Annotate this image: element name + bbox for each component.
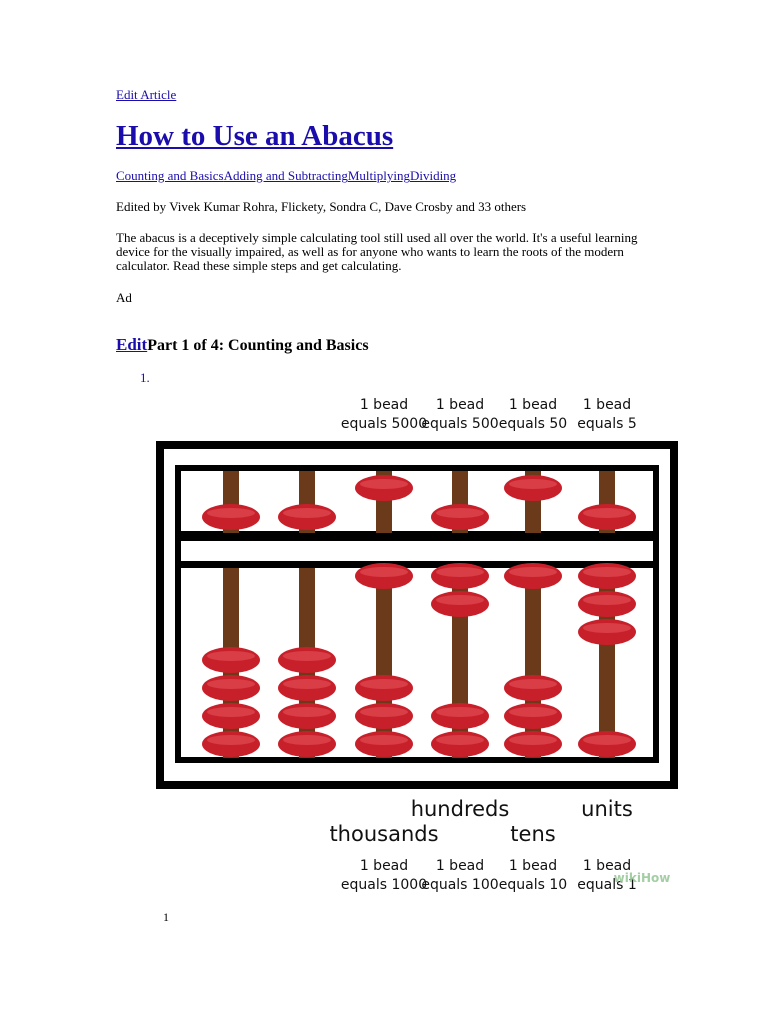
bottom-label-line1: 1 bead [582,858,632,874]
abacus-bead [578,504,636,530]
page-number: 1 [163,910,169,924]
top-label-line2: equals 5000 [340,416,428,432]
abacus-bead [202,675,260,701]
abacus-bead [355,675,413,701]
editors-line: Edited by Vivek Kumar Rohra, Flickety, Sondra C, Dave Crosby and 33 others [116,199,527,214]
section-nav [116,168,456,184]
rod-name-label: units [581,797,633,821]
abacus-bead [504,703,562,729]
abacus-bead [202,731,260,757]
nav-link-dividing[interactable]: Dividing [409,168,457,183]
abacus-bead [278,703,336,729]
abacus-bead [431,591,489,617]
top-label-line1: 1 bead [508,397,558,413]
wikihow-watermark: wikiHow [613,871,671,885]
abacus-bead [278,647,336,673]
step-number: 1. [140,370,150,385]
abacus-bead [355,703,413,729]
abacus-bead [202,647,260,673]
top-label-line2: equals 5 [577,416,637,432]
abacus-bead [431,504,489,530]
abacus-bead [355,731,413,757]
abacus-bead [202,504,260,530]
bottom-label-line2: equals 10 [498,877,568,893]
ad-label: Ad [116,290,132,305]
abacus-bead [504,731,562,757]
nav-link-counting[interactable]: Counting and Basics [116,168,224,183]
abacus-bead [504,475,562,501]
abacus-bead [355,475,413,501]
rod-name-label: thousands [329,822,439,846]
abacus-bead [278,675,336,701]
bottom-label-line2: equals 100 [421,877,499,893]
top-label-line2: equals 50 [498,416,568,432]
bottom-label-line1: 1 bead [359,858,409,874]
page-title [116,116,393,156]
title-link[interactable]: How to Use an Abacus [116,120,394,152]
intro-paragraph: The abacus is a deceptively simple calculating tool still used all over the world. It's a useful learning device for the visually impaired, as well as for anyone who wants to learn the roots of the modern calculator. Read these simple steps and get calculating. [116,230,638,273]
top-label-line2: equals 500 [421,416,499,432]
abacus-bead [202,703,260,729]
bottom-label-line2: equals 1000 [340,877,428,893]
abacus-rod [525,568,541,758]
nav-link-multiplying[interactable]: Multiplying [347,168,410,183]
abacus-rod [376,568,392,758]
nav-link-adding[interactable]: Adding and Subtracting [223,168,348,183]
abacus-bead [278,731,336,757]
abacus-beam [178,538,656,564]
section-title: Part 1 of 4: Counting and Basics [147,337,369,354]
section-heading [116,335,369,355]
abacus-bead [504,675,562,701]
abacus-bead [578,731,636,757]
abacus-figure [150,390,690,900]
top-label-line1: 1 bead [359,397,409,413]
edit-article-link[interactable]: Edit Article [116,87,177,102]
abacus-bead [431,703,489,729]
abacus-bead [278,504,336,530]
bottom-label-line1: 1 bead [508,858,558,874]
rod-name-label: hundreds [410,797,510,821]
abacus-bead [504,563,562,589]
abacus-bead [578,619,636,645]
rod-name-label: tens [510,822,556,846]
section-edit-link[interactable]: Edit [116,335,148,354]
bottom-label-line1: 1 bead [435,858,485,874]
abacus-bead [355,563,413,589]
abacus-bead [431,731,489,757]
abacus-bead [578,563,636,589]
abacus-bead [431,563,489,589]
top-label-line1: 1 bead [435,397,485,413]
bottom-label-line2: equals 1 [577,877,637,893]
top-label-line1: 1 bead [582,397,632,413]
abacus-bead [578,591,636,617]
